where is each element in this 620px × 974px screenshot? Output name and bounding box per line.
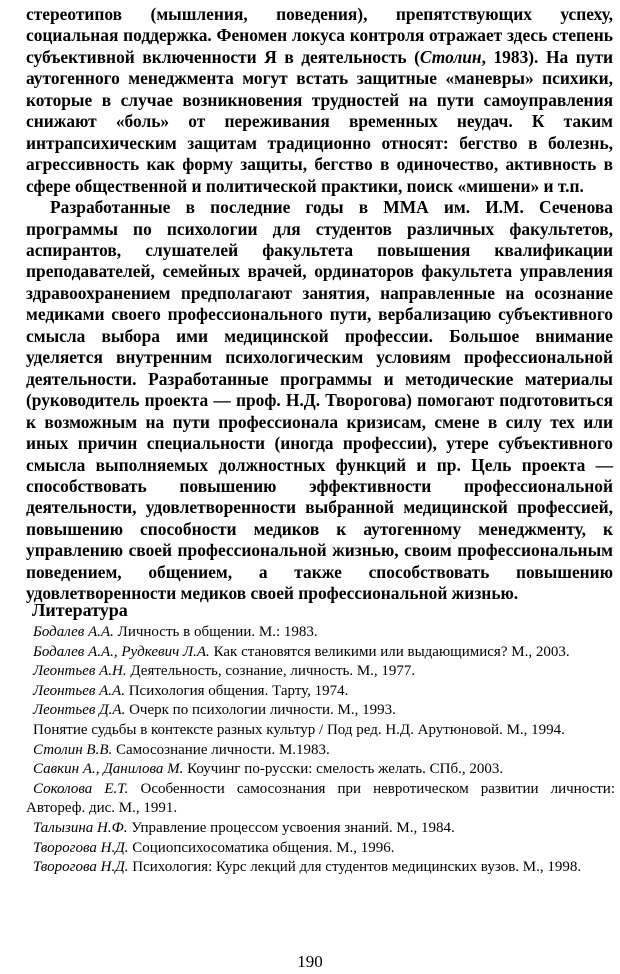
paragraph: стереотипов (мышления, поведения), препятствующих успеху, социальная поддержка. Феномен локуса контроля отражает здесь степень субъективной включенности Я в деятельность (Столин, 1983). На пути аутогенного менеджмента могут встать защитные «маневры» психики, которые в случае возникновения трудностей на пути самоуправления снижают «боль» от переживания временных неудач. К таким интрапсихическим защитам традиционно относят: бегство в болезнь, агрессивность как форму защиты, бегство в одиночество, активность в сфере общественной и политической практики, поиск «мишени» и т.п.: [26, 4, 614, 196]
reference-author: Леонтьев А.Н.: [33, 663, 127, 680]
reference-author: Столин В.В.: [33, 741, 113, 758]
reference-author: Творогова Н.Д.: [33, 859, 129, 876]
literature-heading: Литература: [32, 600, 128, 620]
reference-item: [26, 682, 615, 702]
reference-item: [26, 721, 615, 741]
reference-item: [26, 858, 615, 878]
reference-text: Как становятся великими или выдающимися? М., 2003.: [209, 643, 570, 660]
reference-text: Коучинг по-русски: смелость желать. СПб., 2003.: [183, 761, 504, 778]
page-number: 190: [297, 952, 323, 971]
reference-author: Творогова Н.Д.: [33, 839, 129, 856]
reference-author: Талызина Н.Ф.: [33, 819, 128, 836]
body-text: [26, 4, 613, 605]
reference-text: Личность в общении. М.: 1983.: [113, 624, 318, 640]
reference-item: [26, 701, 615, 721]
reference-list: [26, 623, 615, 878]
reference-author: Леонтьев Д.А.: [33, 702, 126, 719]
reference-text: Очерк по психологии личности. М., 1993.: [125, 702, 396, 719]
reference-text: Психология общения. Тарту, 1974.: [124, 682, 349, 699]
reference-text: Социопсихосоматика общения. М., 1996.: [128, 839, 395, 856]
reference-text: Понятие судьбы в контексте разных культур / Под ред. Н.Д. Арутюновой. М., 1994.: [33, 721, 565, 738]
reference-item: [26, 780, 615, 819]
reference-item: [26, 760, 615, 780]
reference-text: Самосознание личности. М.1983.: [112, 741, 330, 758]
reference-author: Бодалев А.А.: [33, 624, 114, 640]
reference-item: [26, 643, 615, 663]
reference-item: [26, 623, 615, 643]
reference-text: Деятельность, сознание, личность. М., 1977.: [126, 663, 416, 680]
citation-author: Столин: [419, 46, 482, 67]
paragraph: Разработанные в последние годы в ММА им. И.М. Сеченова программы по психологии для студентов различных факультетов, аспирантов, слушателей факультета повышения квалификации преподавателей, семейных врачей, ординаторов факультета управления здравоохранением предполагают занятия, направленные на осознание медиками своего профессионального пути, вербализацию субъективного смысла выбора ими медицинской профессии. Большое внимание уделяется внутренним психологическим условиям профессиональной деятельности. Разработанные программы и методические материалы (руководитель проекта — проф. Н.Д. Творогова) помогают подготовиться к возможным на пути профессионала кризисам, смене в силу тех или иных причин специальности (иногда профессии), утере субъективного смысла выполняемых должностных функций и пр. Цель проекта — способствовать повышению эффективности профессиональной деятельности, удовлетворенности выбранной медицинской профессией, повышению способности медиков к аутогенному менеджменту, к управлению своей профессиональной жизнью, своим профессиональным поведением, общением, а также способствовать повышению удовлетворенности медиков своей профессиональной жизнью.: [26, 197, 613, 604]
reference-text: Психология: Курс лекций для студентов медицинских вузов. М., 1998.: [128, 859, 582, 876]
reference-text: Управление процессом усвоения знаний. М., 1984.: [127, 819, 455, 836]
reference-author: Савкин А., Данилова М.: [33, 761, 184, 778]
reference-item: [26, 741, 615, 761]
reference-author: Леонтьев А.А.: [33, 682, 125, 699]
reference-item: [26, 662, 615, 682]
reference-author: Соколова Е.Т.: [33, 780, 129, 797]
reference-item: [26, 819, 615, 839]
reference-text: Особенности самосознания при невротическом развитии личности: Автореф. дис. М., 1991.: [26, 780, 615, 817]
reference-item: [26, 839, 615, 859]
reference-author: Бодалев А.А., Рудкевич Л.А.: [33, 643, 210, 660]
